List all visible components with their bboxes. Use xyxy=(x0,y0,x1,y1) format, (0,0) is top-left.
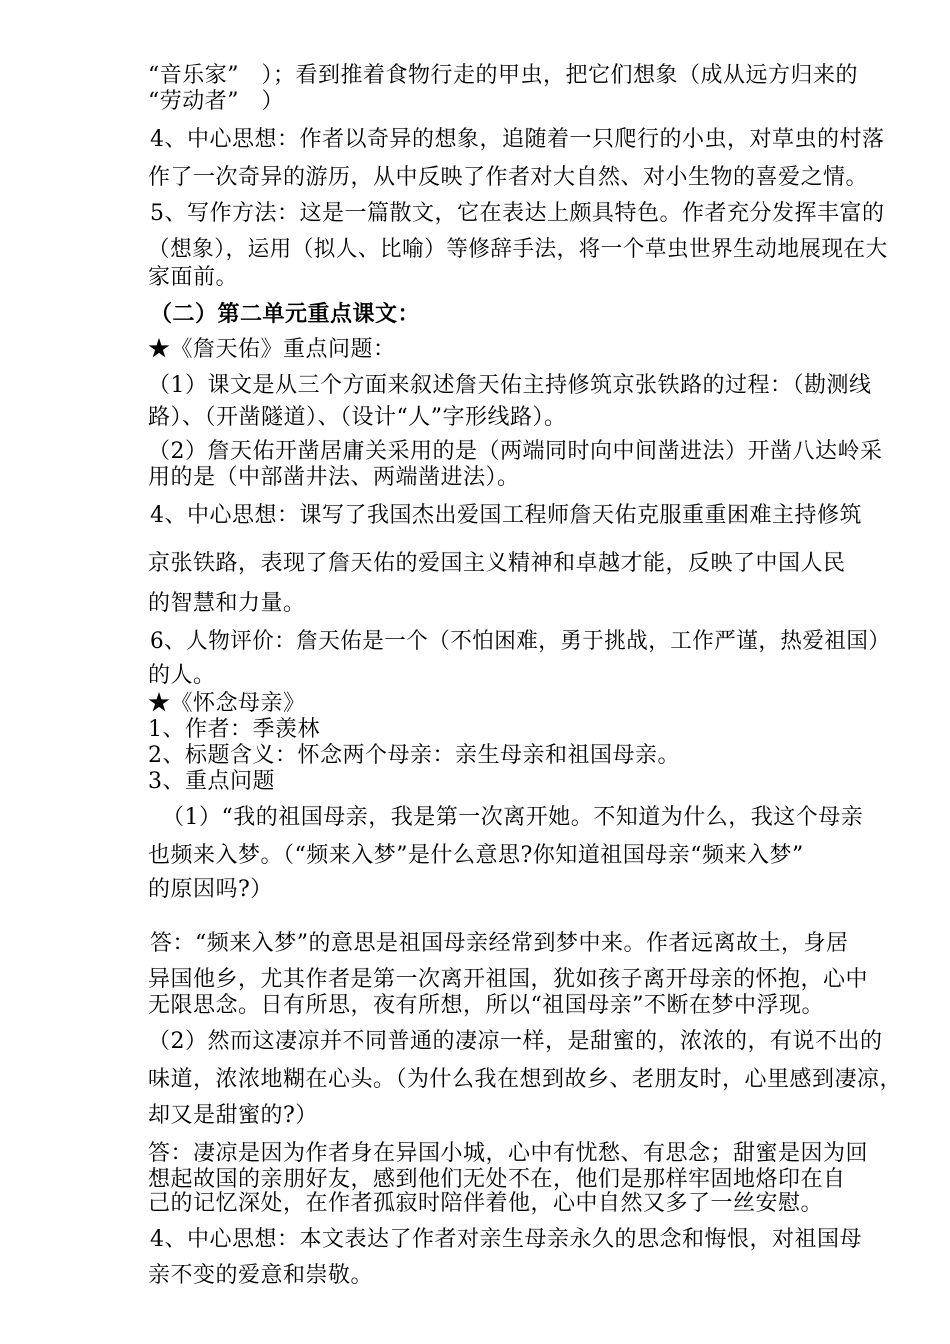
text-line: 无限思念。日有所思，夜有所想，所以“祖国母亲”不断在梦中浮现。 xyxy=(148,993,824,1018)
text-line: （2）詹天佑开凿居庸关采用的是（两端同时向中间凿进法）开凿八达岭采 xyxy=(148,439,883,464)
text-line: “音乐家” ）；看到推着食物行走的甲虫，把它们想象（成从远方归来的 xyxy=(148,63,858,88)
text-line: 的智慧和力量。 xyxy=(148,591,306,616)
text-line: 6、人物评价：詹天佑是一个（不怕困难，勇于挑战，工作严谨，热爱祖国） xyxy=(150,629,891,654)
text-line: 4、中心思想：本文表达了作者对亲生母亲永久的思念和悔恨，对祖国母 xyxy=(150,1227,862,1252)
text-line: 亲不变的爱意和崇敬。 xyxy=(148,1263,374,1288)
text-line: 家面前。 xyxy=(148,265,239,290)
text-line: 的原因吗?） xyxy=(148,877,273,902)
text-line: （1）“我的祖国母亲，我是第一次离开她。不知道为什么，我这个母亲 xyxy=(162,805,864,830)
lesson-title: ★《怀念母亲》 xyxy=(148,691,306,716)
text-line: 想起故国的亲朋好友，感到他们无处不在，他们是那样牢固地烙印在自 xyxy=(148,1167,846,1192)
text-line: 3、重点问题 xyxy=(148,769,275,794)
text-line: 4、中心思想：作者以奇异的想象，追随着一只爬行的小虫，对草虫的村落 xyxy=(150,127,885,152)
text-line: 却又是甜蜜的?） xyxy=(148,1103,318,1128)
text-line: 5、写作方法：这是一篇散文，它在表达上颇具特色。作者充分发挥丰富的 xyxy=(150,201,885,226)
text-line: 4、中心思想：课写了我国杰出爱国工程师詹天佑克服重重困难主持修筑 xyxy=(150,503,862,528)
text-line: 路）、（开凿隧道）、（设计“人”字形线路）。 xyxy=(148,405,567,430)
text-line: 也频来入梦。（“频来入梦”是什么意思?你知道祖国母亲“频来入梦” xyxy=(148,843,804,868)
text-line: （1）课文是从三个方面来叙述詹天佑主持修筑京张铁路的过程：（勘测线 xyxy=(148,373,872,398)
text-line: （2）然而这凄凉并不同普通的凄凉一样，是甜蜜的，浓浓的，有说不出的 xyxy=(148,1029,883,1054)
text-line: （想象），运用（拟人、比喻）等修辞手法，将一个草虫世界生动地展现在大 xyxy=(148,237,888,262)
text-line: 答：凄凉是因为作者身在异国小城，心中有忧愁、有思念；甜蜜是因为回 xyxy=(148,1141,869,1166)
text-line: 味道，浓浓地糊在心头。（为什么我在想到故乡、老朋友时，心里感到凄凉， xyxy=(148,1067,903,1092)
text-line: 2、标题含义：怀念两个母亲：亲生母亲和祖国母亲。 xyxy=(148,743,680,768)
text-line: 异国他乡，尤其作者是第一次离开祖国，犹如孩子离开母亲的怀抱，心中 xyxy=(148,967,869,992)
text-line: 1、作者：季羡林 xyxy=(148,717,320,742)
lesson-title: ★《詹天佑》重点问题： xyxy=(148,337,396,362)
text-line: 用的是（中部凿井法、两端凿进法）。 xyxy=(148,465,520,490)
text-line: 京张铁路，表现了詹天佑的爱国主义精神和卓越才能，反映了中国人民 xyxy=(148,551,846,576)
section-heading: （二）第二单元重点课文： xyxy=(150,301,421,327)
text-line: “劳动者” ） xyxy=(148,89,284,114)
text-line: 己的记忆深处，在作者孤寂时陪伴着他，心中自然又多了一丝安慰。 xyxy=(148,1191,824,1216)
text-line: 作了一次奇异的游历，从中反映了作者对大自然、对小生物的喜爱之情。 xyxy=(148,165,869,190)
text-line: 答：“频来入梦”的意思是祖国母亲经常到梦中来。作者远离故土，身居 xyxy=(150,931,849,956)
text-line: 的人。 xyxy=(148,663,216,688)
